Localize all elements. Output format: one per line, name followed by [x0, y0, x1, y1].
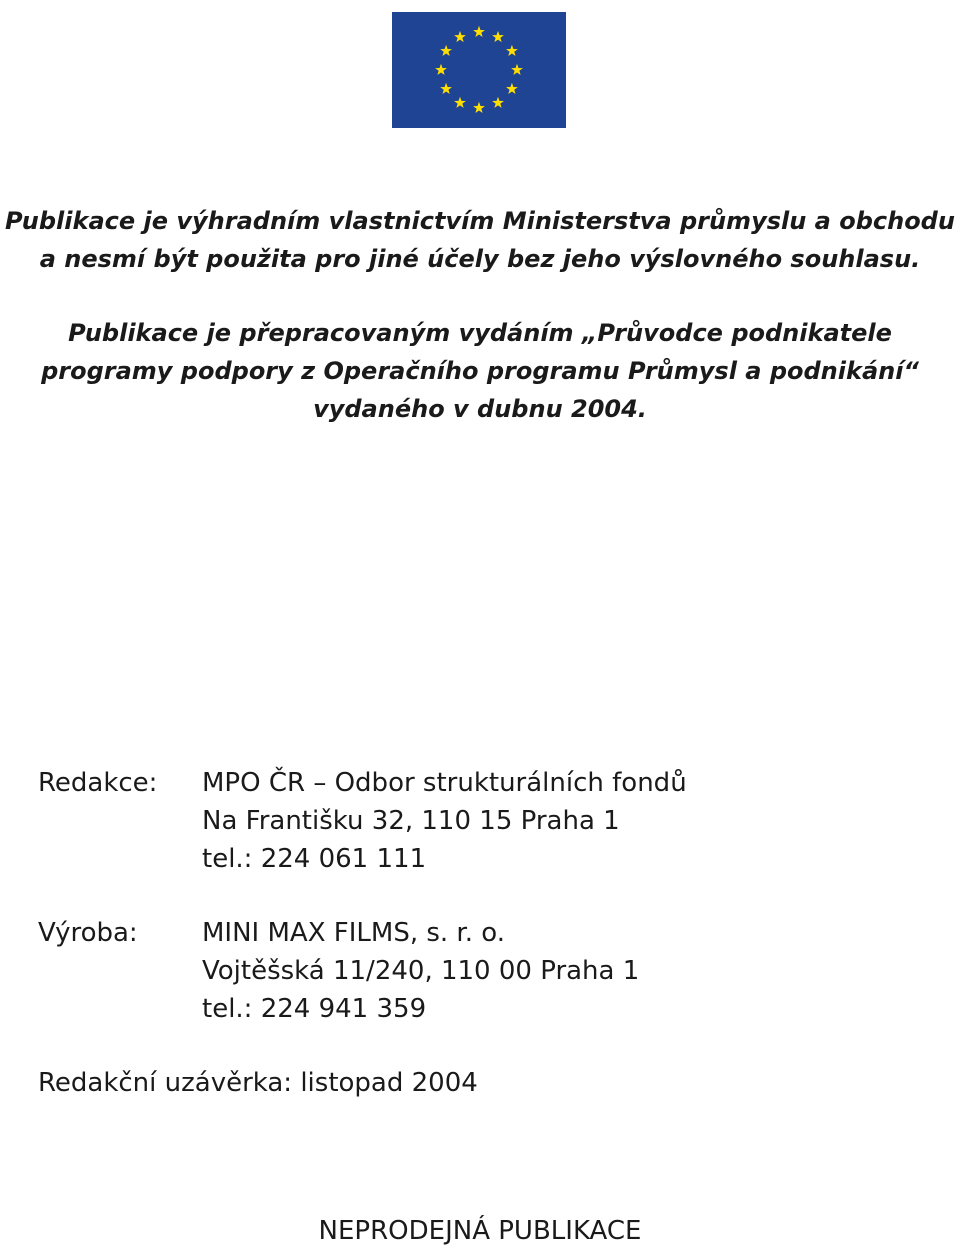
editorial-deadline: Redakční uzávěrka: listopad 2004	[38, 1068, 478, 1098]
edition-notice-line-3: vydaného v dubnu 2004.	[313, 395, 647, 423]
redakce-line-1: MPO ČR – Odbor strukturálních fondů	[202, 768, 687, 798]
redakce-line-2: Na Františku 32, 110 15 Praha 1	[202, 806, 620, 836]
ownership-notice-line-2: a nesmí být použita pro jiné účely bez jeho výslovného souhlasu.	[39, 245, 921, 273]
edition-notice	[0, 314, 960, 428]
eu-flag-icon	[392, 12, 566, 128]
ownership-notice-line-1: Publikace je výhradním vlastnictvím Ministerstva průmyslu a obchodu	[5, 207, 955, 235]
vyroba-details	[202, 914, 639, 1028]
ownership-notice	[0, 202, 960, 278]
vyroba-line-3: tel.: 224 941 359	[202, 994, 427, 1024]
edition-notice-line-2: programy podpory z Operačního programu Průmysl a podnikání“	[41, 357, 919, 385]
edition-notice-line-1: Publikace je přepracovaným vydáním „Průvodce podnikatele	[68, 319, 892, 347]
vyroba-line-2: Vojtěšská 11/240, 110 00 Praha 1	[202, 956, 640, 986]
redakce-details	[202, 764, 687, 878]
vyroba-label: Výroba:	[38, 918, 138, 948]
redakce-label: Redakce:	[38, 768, 158, 798]
vyroba-line-1: MINI MAX FILMS, s. r. o.	[202, 918, 505, 948]
redakce-line-3: tel.: 224 061 111	[202, 844, 427, 874]
not-for-sale-footer: NEPRODEJNÁ PUBLIKACE	[318, 1216, 642, 1246]
